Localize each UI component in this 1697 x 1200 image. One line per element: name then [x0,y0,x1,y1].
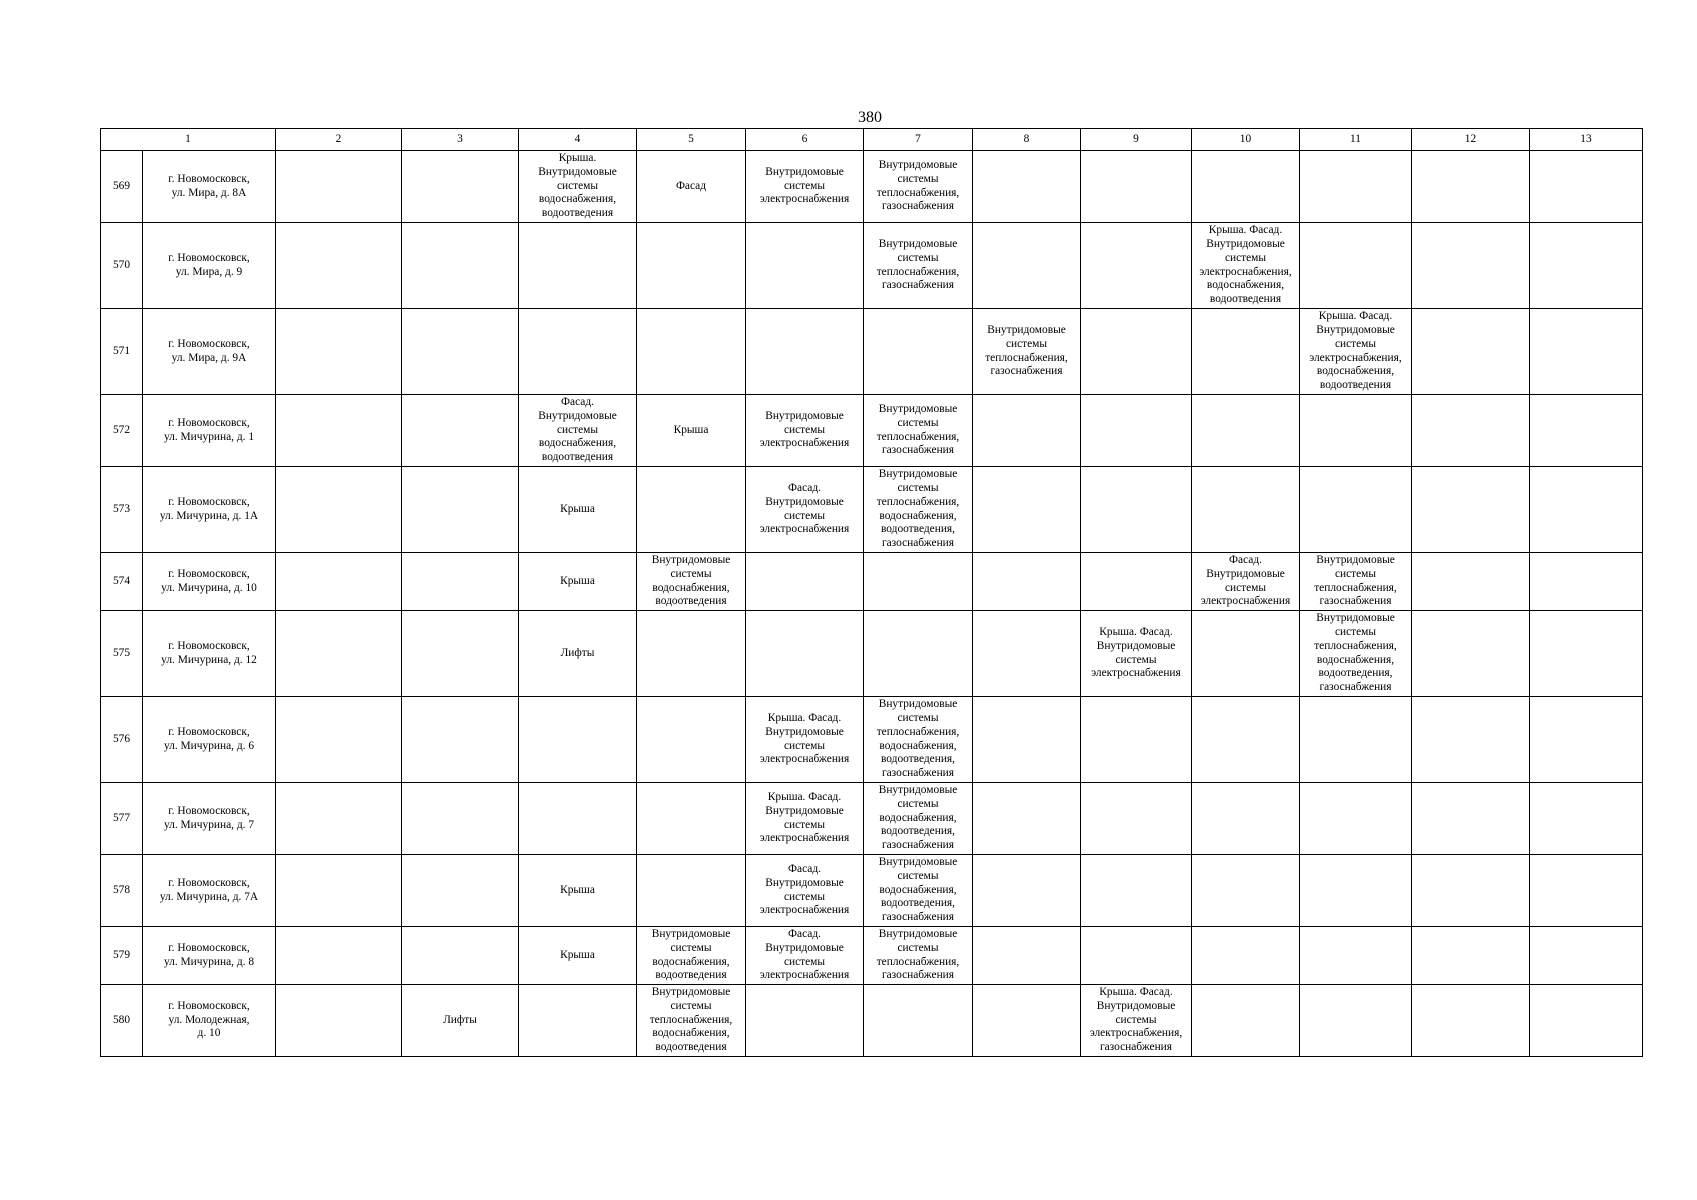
work-cell: Крыша. Внутридомовые системы водоснабжения, водоотведения [519,151,637,223]
work-cell: Лифты [402,985,519,1057]
work-cell [1530,697,1643,783]
work-cell [637,309,746,395]
work-cell [1192,783,1300,855]
work-cell [1192,985,1300,1057]
work-cell [402,553,519,611]
work-cell [1192,855,1300,927]
work-cell [402,467,519,553]
work-cell [973,467,1081,553]
row-number: 577 [101,783,143,855]
table-row [101,927,1643,985]
address-cell: г. Новомосковск, ул. Мичурина, д. 6 [143,697,276,783]
work-cell: Крыша. Фасад. Внутридомовые системы электроснабжения, газоснабжения [1081,985,1192,1057]
work-cell [1412,697,1530,783]
work-cell [519,697,637,783]
work-cell [276,611,402,697]
row-number: 580 [101,985,143,1057]
work-cell [973,985,1081,1057]
work-cell [1530,309,1643,395]
header-cell: 12 [1412,129,1530,151]
work-cell [746,309,864,395]
work-cell: Внутридомовые системы теплоснабжения, газоснабжения [1300,553,1412,611]
work-cell [1530,223,1643,309]
work-cell [973,611,1081,697]
row-number: 576 [101,697,143,783]
header-cell: 8 [973,129,1081,151]
work-cell [519,223,637,309]
row-number: 572 [101,395,143,467]
work-cell: Крыша. Фасад. Внутридомовые системы электроснабжения [746,697,864,783]
work-cell [864,611,973,697]
row-number: 579 [101,927,143,985]
header-cell: 3 [402,129,519,151]
work-cell [973,223,1081,309]
work-cell [637,783,746,855]
work-cell [1530,151,1643,223]
work-cell: Лифты [519,611,637,697]
work-cell [1192,611,1300,697]
table-row [101,553,1643,611]
work-cell [1300,697,1412,783]
work-cell: Внутридомовые системы теплоснабжения, водоснабжения, водоотведения [637,985,746,1057]
work-cell [276,783,402,855]
work-cell [1081,309,1192,395]
table-row [101,855,1643,927]
work-cell: Внутридомовые системы теплоснабжения, газоснабжения [864,395,973,467]
work-cell: Фасад. Внутридомовые системы электроснабжения [746,927,864,985]
work-cell [637,467,746,553]
work-cell [276,553,402,611]
work-cell: Крыша [519,855,637,927]
work-cell [519,309,637,395]
work-cell: Внутридомовые системы теплоснабжения, газоснабжения [864,927,973,985]
table-row [101,151,1643,223]
work-cell [1081,783,1192,855]
table-row [101,697,1643,783]
work-cell [1192,395,1300,467]
work-cell [1081,553,1192,611]
work-cell [637,697,746,783]
work-cell [973,927,1081,985]
work-cell: Крыша [519,467,637,553]
work-cell: Внутридомовые системы электроснабжения [746,395,864,467]
work-cell [1530,467,1643,553]
address-cell: г. Новомосковск, ул. Мичурина, д. 7 [143,783,276,855]
work-cell: Крыша. Фасад. Внутридомовые системы электроснабжения [1081,611,1192,697]
table-row [101,309,1643,395]
work-cell: Фасад. Внутридомовые системы электроснабжения [746,467,864,553]
work-cell [1300,395,1412,467]
work-cell [519,985,637,1057]
work-cell [973,395,1081,467]
work-cell [1412,927,1530,985]
work-cell [402,927,519,985]
work-cell [1300,927,1412,985]
header-cell: 1 [101,129,276,151]
work-cell [402,783,519,855]
work-cell [402,309,519,395]
work-cell [973,783,1081,855]
header-cell: 11 [1300,129,1412,151]
table-row [101,985,1643,1057]
header-cell: 13 [1530,129,1643,151]
work-cell [276,151,402,223]
work-cell: Фасад. Внутридомовые системы водоснабжения, водоотведения [519,395,637,467]
row-number: 574 [101,553,143,611]
table-row [101,223,1643,309]
work-cell [1081,223,1192,309]
work-cell [746,553,864,611]
work-cell [1530,855,1643,927]
table-row [101,783,1643,855]
work-cell [1192,697,1300,783]
repair-schedule-table [100,128,1643,1057]
work-cell [402,697,519,783]
work-cell [973,697,1081,783]
address-cell: г. Новомосковск, ул. Мичурина, д. 12 [143,611,276,697]
table-row [101,395,1643,467]
work-cell [519,783,637,855]
work-cell [746,223,864,309]
work-cell [1530,395,1643,467]
row-number: 575 [101,611,143,697]
row-number: 569 [101,151,143,223]
address-cell: г. Новомосковск, ул. Молодежная, д. 10 [143,985,276,1057]
work-cell [1412,395,1530,467]
work-cell [864,985,973,1057]
work-cell: Внутридомовые системы водоснабжения, водоотведения, газоснабжения [864,783,973,855]
work-cell [276,395,402,467]
work-cell: Крыша [519,553,637,611]
work-cell [1192,151,1300,223]
work-cell [1412,611,1530,697]
work-cell [1300,985,1412,1057]
work-cell [1412,309,1530,395]
work-cell [402,151,519,223]
row-number: 570 [101,223,143,309]
work-cell [1081,467,1192,553]
table-row [101,611,1643,697]
work-cell [746,985,864,1057]
work-cell [864,309,973,395]
work-cell: Внутридомовые системы теплоснабжения, водоснабжения, водоотведения, газоснабжения [864,467,973,553]
address-cell: г. Новомосковск, ул. Мичурина, д. 8 [143,927,276,985]
work-cell [276,697,402,783]
work-cell: Внутридомовые системы теплоснабжения, газоснабжения [973,309,1081,395]
work-cell [1412,467,1530,553]
work-cell: Внутридомовые системы водоснабжения, водоотведения, газоснабжения [864,855,973,927]
address-cell: г. Новомосковск, ул. Мичурина, д. 7А [143,855,276,927]
work-cell: Фасад. Внутридомовые системы электроснабжения [746,855,864,927]
work-cell: Фасад [637,151,746,223]
work-cell [1192,309,1300,395]
work-cell [637,855,746,927]
work-cell [1412,985,1530,1057]
work-cell [1300,223,1412,309]
work-cell [1081,927,1192,985]
header-cell: 4 [519,129,637,151]
work-cell [1412,553,1530,611]
work-cell [402,223,519,309]
work-cell [1530,611,1643,697]
work-cell [1412,223,1530,309]
address-cell: г. Новомосковск, ул. Мира, д. 9А [143,309,276,395]
work-cell [864,553,973,611]
work-cell: Крыша. Фасад. Внутридомовые системы электроснабжения [746,783,864,855]
work-cell [1530,783,1643,855]
work-cell [1412,855,1530,927]
work-cell [1412,151,1530,223]
work-cell: Внутридомовые системы водоснабжения, водоотведения [637,553,746,611]
work-cell [276,927,402,985]
work-cell: Внутридомовые системы теплоснабжения, водоснабжения, водоотведения, газоснабжения [1300,611,1412,697]
address-cell: г. Новомосковск, ул. Мичурина, д. 1 [143,395,276,467]
work-cell [1300,783,1412,855]
work-cell [276,223,402,309]
address-cell: г. Новомосковск, ул. Мира, д. 9 [143,223,276,309]
address-cell: г. Новомосковск, ул. Мичурина, д. 10 [143,553,276,611]
work-cell: Внутридомовые системы теплоснабжения, водоснабжения, водоотведения, газоснабжения [864,697,973,783]
header-cell: 5 [637,129,746,151]
address-cell: г. Новомосковск, ул. Мичурина, д. 1А [143,467,276,553]
work-cell [973,151,1081,223]
page-number: 380 [858,109,882,126]
work-cell: Внутридомовые системы теплоснабжения, газоснабжения [864,223,973,309]
work-cell: Внутридомовые системы теплоснабжения, газоснабжения [864,151,973,223]
header-cell: 10 [1192,129,1300,151]
row-number: 578 [101,855,143,927]
header-cell: 2 [276,129,402,151]
header-cell: 9 [1081,129,1192,151]
work-cell: Крыша [519,927,637,985]
table-row [101,467,1643,553]
work-cell: Внутридомовые системы электроснабжения [746,151,864,223]
work-cell [276,855,402,927]
work-cell [1300,855,1412,927]
work-cell [637,611,746,697]
address-cell: г. Новомосковск, ул. Мира, д. 8А [143,151,276,223]
work-cell [276,467,402,553]
work-cell [276,309,402,395]
work-cell: Крыша. Фасад. Внутридомовые системы электроснабжения, водоснабжения, водоотведения [1300,309,1412,395]
work-cell [1530,553,1643,611]
table-body [101,129,1643,1057]
work-cell [1300,151,1412,223]
work-cell [1081,151,1192,223]
work-cell: Крыша. Фасад. Внутридомовые системы электроснабжения, водоснабжения, водоотведения [1192,223,1300,309]
work-cell [402,855,519,927]
work-cell: Крыша [637,395,746,467]
work-cell [1081,855,1192,927]
work-cell [1192,467,1300,553]
header-cell: 6 [746,129,864,151]
work-cell [1192,927,1300,985]
work-cell [637,223,746,309]
header-row [101,129,1643,151]
work-cell [1300,467,1412,553]
work-cell: Внутридомовые системы водоснабжения, водоотведения [637,927,746,985]
work-cell [1412,783,1530,855]
work-cell [973,855,1081,927]
work-cell [402,611,519,697]
work-cell: Фасад. Внутридомовые системы электроснабжения [1192,553,1300,611]
header-cell: 7 [864,129,973,151]
work-cell [402,395,519,467]
work-cell [1530,927,1643,985]
work-cell [276,985,402,1057]
row-number: 573 [101,467,143,553]
work-cell [973,553,1081,611]
work-cell [746,611,864,697]
work-cell [1081,697,1192,783]
row-number: 571 [101,309,143,395]
work-cell [1081,395,1192,467]
work-cell [1530,985,1643,1057]
